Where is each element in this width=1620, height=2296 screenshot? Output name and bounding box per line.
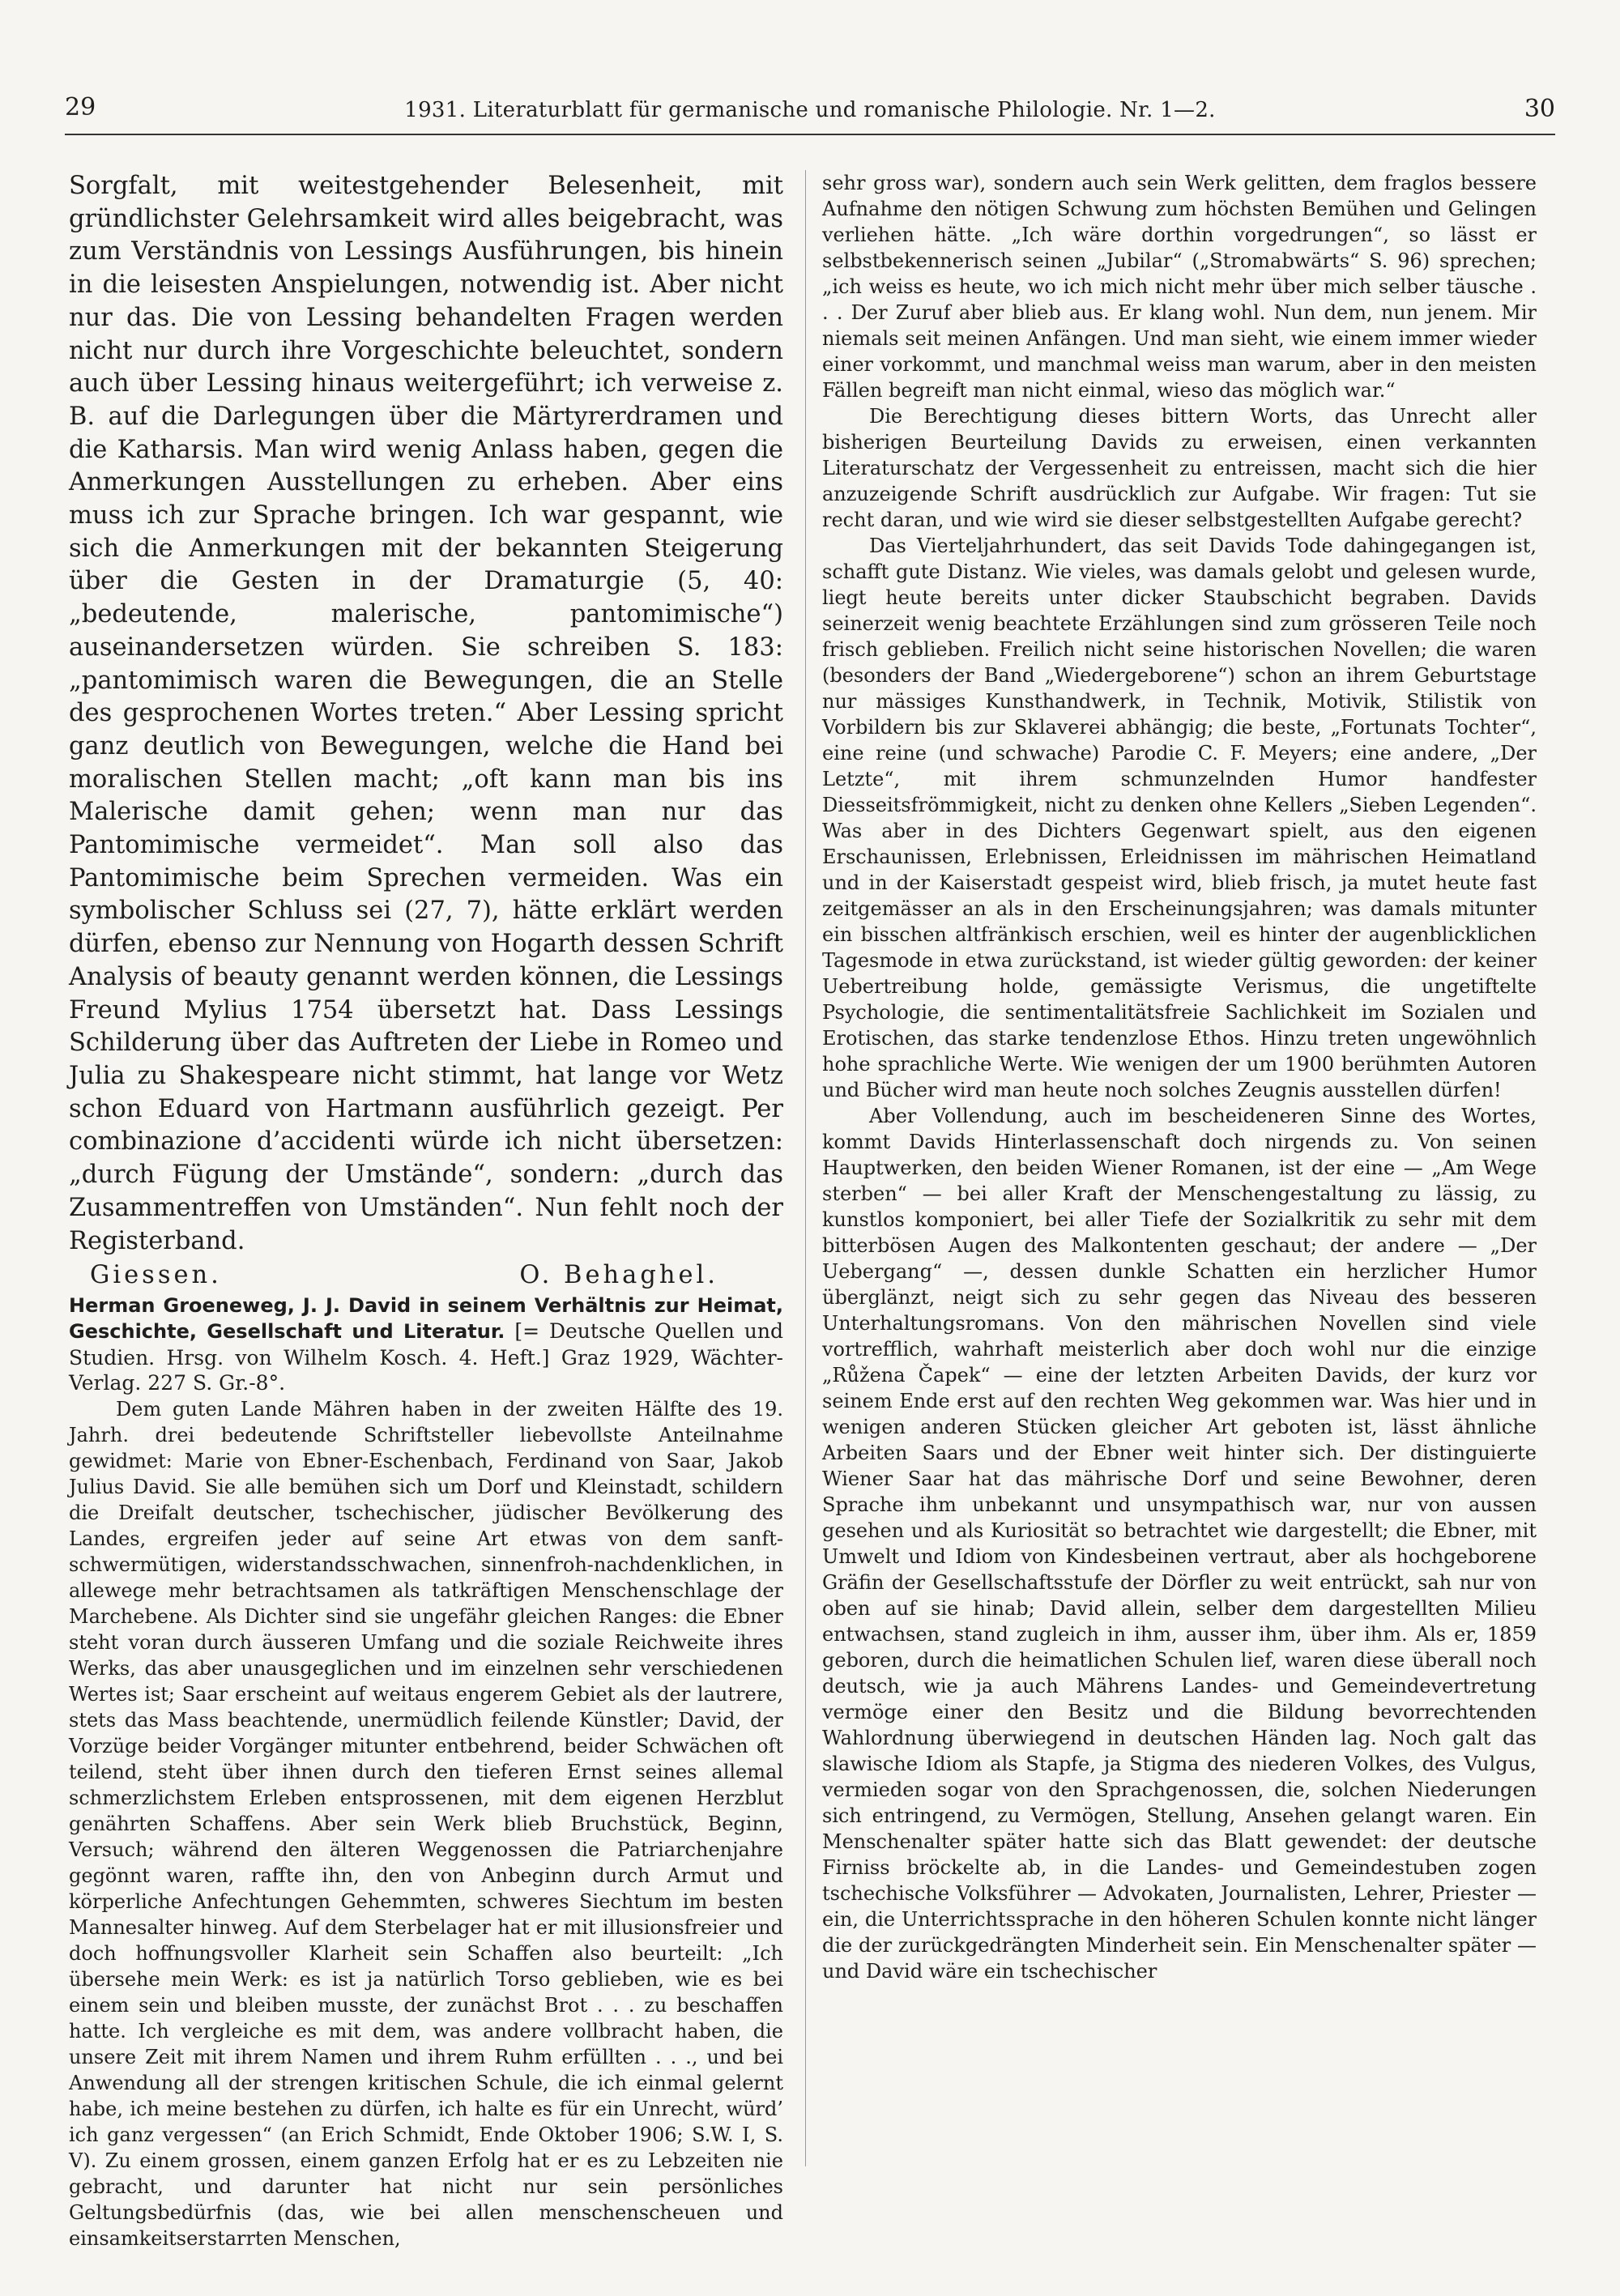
right-column [822,170,1537,1984]
review-signature [69,1259,783,1293]
column-divider [805,170,806,2166]
right-paragraph-4: Aber Vollendung, auch im bescheideneren Sinne des Wortes, kommt Davids Hinterlassenschaft doch nirgends zu. Von seinen Hauptwerken, den beiden Wiener Romanen, ist der eine — „Am Wege sterben“ — bei aller Kraft der Menschengestaltung zu lässig, zu kunstlos komponiert, bei aller Tiefe der Sozialkritik zu sehr mit dem bitterbösen Augen des Malkontenten geschaut; der andere — „Der Uebergang“ —, dessen dunkle Schatten ein herzlicher Humor überglänzt, neigt sich zu sehr gegen das Niveau des besseren Unterhaltungsromans. Von den mährischen Novellen sind viele vortrefflich, wahrhaft meisterlich aber doch wohl nur die einzige „Růžena Čapek“ — eine der letzten Arbeiten Davids, der kurz vor seinem Ende erst auf den rechten Weg gekommen war. Was hier und in wenigen anderen Stücken gleicher Art geboten ist, lässt ähnliche Arbeiten Saars und der Ebner weit hinter sich. Der distinguierte Wiener Saar hat das mährische Dorf und seine Bewohner, deren Sprache ihm unbekannt und unsympathisch war, nur von aussen gesehen und als Kuriosität so betrachtet wie dargestellt; die Ebner, mit Umwelt und Idiom von Kindesbeinen vertraut, aber als hochgeborene Gräfin der Gesellschaftsstufe der Dörfler zu weit entrückt, sah nur von oben auf sie hinab; David allein, selber dem dargestellten Milieu entwachsen, stand zugleich in ihm, ausser ihm, über ihm. Als er, 1859 geboren, durch die heimatlichen Schulen lief, waren diese überall noch deutsch, wie ja auch Mährens Landes- und Gemeindevertretung vermöge einer den Besitz und die Bildung bevorrechtenden Wahlordnung überwiegend in deutschen Händen lag. Noch galt das slawische Idiom als Stapfe, ja Stigma des niederen Volkes, des Vulgus, vermieden sogar von den Sprachgenossen, die, solchen Niederungen sich entringend, zu Vermögen, Stellung, Ansehen gelangt waren. Ein Menschenalter später hatte sich das Blatt gewendet: der deutsche Firniss bröckelte ab, in die Landes- und Gemeindestuben zogen tschechische Volksführer — Advokaten, Journalisten, Lehrer, Priester — ein, die Unterrichtssprache in den höheren Schulen konnte nicht länger die der zurückgedrängten Minderheit sein. Ein Menschenalter später — und David wäre ein tschechischer [822,1105,1537,1983]
review-heading [69,1293,783,1396]
right-paragraph-1: sehr gross war), sondern auch sein Werk gelitten, dem fraglos bessere Aufnahme den nötigen Schwung zum höchsten Bemühen und Gelingen verliehen hätte. „Ich wäre dorthin vorgedrungen“, so lässt er selbstbekennerisch seinen „Jubilar“ („Stromabwärts“ S. 96) sprechen; „ich weiss es heute, wo ich mich nicht mehr über mich selber täusche . . . Der Zuruf aber blieb aus. Er klang wohl. Nun dem, nun jenem. Mir niemals seit meinen Anfängen. Und man sieht, wie einem immer wieder einer vorkommt, und manchmal weiss man warum, aber in den meisten Fällen begreift man nicht einmal, wieso das möglich war.“ [822,172,1537,402]
right-paragraph-3: Das Vierteljahrhundert, das seit Davids Tode dahingegangen ist, schafft gute Distanz. Wie vieles, was damals gelobt und gelesen wurde, liegt heute bereits unter dicker Staubschicht begraben. Davids seinerzeit wenig beachtete Erzählungen sind zum grösseren Teile noch frisch geblieben. Freilich nicht seine historischen Novellen; die waren (besonders der Band „Wiedergeborene“) schon an ihrem Geburtstage nur mässiges Kunsthandwerk, in Technik, Motivik, Stilistik von Vorbildern bis zur Sklaverei abhängig; die beste, „Fortunats Tochter“, eine reine (und schwache) Parodie C. F. Meyers; eine andere, „Der Letzte“, mit ihrem schmunzelnden Humor handfester Diesseitsfrömmigkeit, nicht zu denken ohne Kellers „Sieben Legenden“. Was aber in des Dichters Gegenwart spielt, aus den eigenen Erschaunissen, Erlebnissen, Erleidnissen im mährischen Heimatland und in der Kaiserstadt gespeist wird, blieb frisch, ja mutet heute fast zeitgemässer an als in den Erscheinungsjahren; was damals mitunter ein bisschen altfränkisch erschien, weil es hinter der augenblicklichen Tagesmode in etwa zurückstand, ist wieder gültig geworden: der keiner Uebertreibung holde, gemässigte Verismus, die ungetiftelte Psychologie, die sentimentalitätsfreie Sachlichkeit im Sozialen und Erotischen, das starke tendenzlose Ethos. Hinzu treten ungewöhnlich hohe sprachliche Werte. Wie wenigen der um 1900 berühmten Autoren und Bücher wird man heute noch solches Zeugnis ausstellen dürfen! [822,535,1537,1101]
review-body-text: Dem guten Lande Mähren haben in der zweiten Hälfte des 19. Jahrh. drei bedeutende Schriftsteller liebevollste Anteilnahme gewidmet: Marie von Ebner-Eschenbach, Ferdinand von Saar, Jakob Julius David. Sie alle bemühen sich um Dorf und Kleinstadt, schildern die Dreifalt deutscher, tschechischer, jüdischer Bevölkerung des Landes, ergreifen jeder auf seine Art etwas von dem sanft-schwermütigen, widerstandsschwachen, sinnenfroh-nachdenklichen, in allewege mehr betrachtsamen als tatkräftigen Menschenschlage der Marchebene. Als Dichter sind sie ungefähr gleichen Ranges: die Ebner steht voran durch äusseren Umfang und die soziale Reichweite ihres Werks, das aber unausgeglichen und im einzelnen sehr verschiedenen Wertes ist; Saar erscheint auf weitaus engerem Gebiet als der lautrere, stets das Mass beachtende, unermüdlich feilende Künstler; David, der Vorzüge beider Vorgänger mitunter entbehrend, beider Schwächen oft teilend, steht über ihnen durch den tieferen Ernst seines allemal schmerzlichstem Erleben entsprossenen, mit dem eigenen Herzblut genährten Schaffens. Aber sein Werk blieb Bruchstück, Beginn, Versuch; während den älteren Weggenossen die Patriarchenjahre gegönnt waren, raffte ihn, den von Anbeginn durch Armut und körperliche Anfechtungen Gehemmten, schweres Siechtum im besten Mannesalter hinweg. Auf dem Sterbelager hat er mit illusionsfreier und doch hoffnungsvoller Klarheit sein Schaffen also beurteilt: „Ich übersehe mein Werk: es ist ja natürlich Torso geblieben, wie es bei einem sein und bleiben musste, der zunächst Brot . . . zu beschaffen hatte. Ich vergleiche es mit dem, was andere vollbracht haben, die unsere Zeit mit ihrem Namen und ihrem Ruhm erfüllten . . ., und bei Anwendung all der strengen kritischen Schule, die ich einmal gelernt habe, ich meine bestehen zu dürfen, ich halte es für ein Unrecht, würd’ ich ganz vergessen“ (an Erich Schmidt, Ende Oktober 1906; S.W. I, S. V). Zu einem grossen, einem ganzen Erfolg hat er es zu Lebzeiten nie gebracht, und darunter hat nicht nur sein persönliches Geltungsbedürfnis (das, wie bei allen menschenscheuen und einsamkeitserstarrten Menschen, [69,1397,783,2250]
header-rule [65,134,1555,135]
left-column [69,170,783,2251]
page-number-right: 30 [1524,95,1555,123]
review-title: Herman Groeneweg, J. J. David in seinem Verhältnis zur Heimat, Geschichte, Gesellschaft und Literatur. [69,1293,783,1344]
signature-author: O. Behaghel. [519,1261,718,1290]
review-meta: [= Deutsche Quellen und Studien. Hrsg. von Wilhelm Kosch. 4. Heft.] Graz 1929, Wächter-Verlag. 227 S. Gr.-8°. [69,1319,783,1395]
signature-place: Giessen. [90,1261,222,1290]
right-paragraph-2: Die Berechtigung dieses bittern Worts, das Unrecht aller bisherigen Beurteilung Davids zu erweisen, einen verkannten Literaturschatz der Vergessenheit zu entreissen, macht sich die hier anzuzeigende Schrift ausdrücklich zur Aufgabe. Wir fragen: Tut sie recht daran, und wie wird sie dieser selbstgestellten Aufgabe gerecht? [822,405,1537,531]
page-number-left: 29 [65,93,96,121]
running-head: 1931. Literaturblatt für germanische und romanische Philologie. Nr. 1—2. [404,98,1216,122]
page-header [65,85,1555,134]
review-continuation-text: Sorgfalt, mit weitestgehender Belesenheit, mit gründlichster Gelehrsamkeit wird alles beigebracht, was zum Verständnis von Lessings Ausführungen, bis hinein in die leisesten Anspielungen, notwendig ist. Aber nicht nur das. Die von Lessing behandelten Fragen werden nicht nur durch ihre Vorgeschichte beleuchtet, sondern auch über Lessing hinaus weitergeführt; ich verweise z. B. auf die Darlegungen über die Märtyrerdramen und die Katharsis. Man wird wenig Anlass haben, gegen die Anmerkungen Ausstellungen zu erheben. Aber eins muss ich zur Sprache bringen. Ich war gespannt, wie sich die Anmerkungen mit der bekannten Steigerung über die Gesten in der Dramaturgie (5, 40: „bedeutende, malerische, pantomimische“) auseinandersetzen würden. Sie schreiben S. 183: „pantomimisch waren die Bewegungen, die an Stelle des gesprochenen Wortes treten.“ Aber Lessing spricht ganz deutlich von Bewegungen, welche die Hand bei moralischen Stellen macht; „oft kann man bis ins Malerische damit gehen; wenn man nur das Pantomimische vermeidet“. Man soll also das Pantomimische beim Sprechen vermeiden. Was ein symbolischer Schluss sei (27, 7), hätte erklärt werden dürfen, ebenso zur Nennung von Hogarth dessen Schrift Analysis of beauty genannt werden können, die Lessings Freund Mylius 1754 übersetzt hat. Dass Lessings Schilderung über das Auftreten der Liebe in Romeo und Julia zu Shakespeare nicht stimmt, hat lange vor Wetz schon Eduard von Hartmann ausführlich gezeigt. Per combinazione d’accidenti würde ich nicht übersetzen: „durch Fügung der Umstände“, sondern: „durch das Zusammentreffen von Umständen“. Nun fehlt noch der Registerband. [69,172,783,1255]
